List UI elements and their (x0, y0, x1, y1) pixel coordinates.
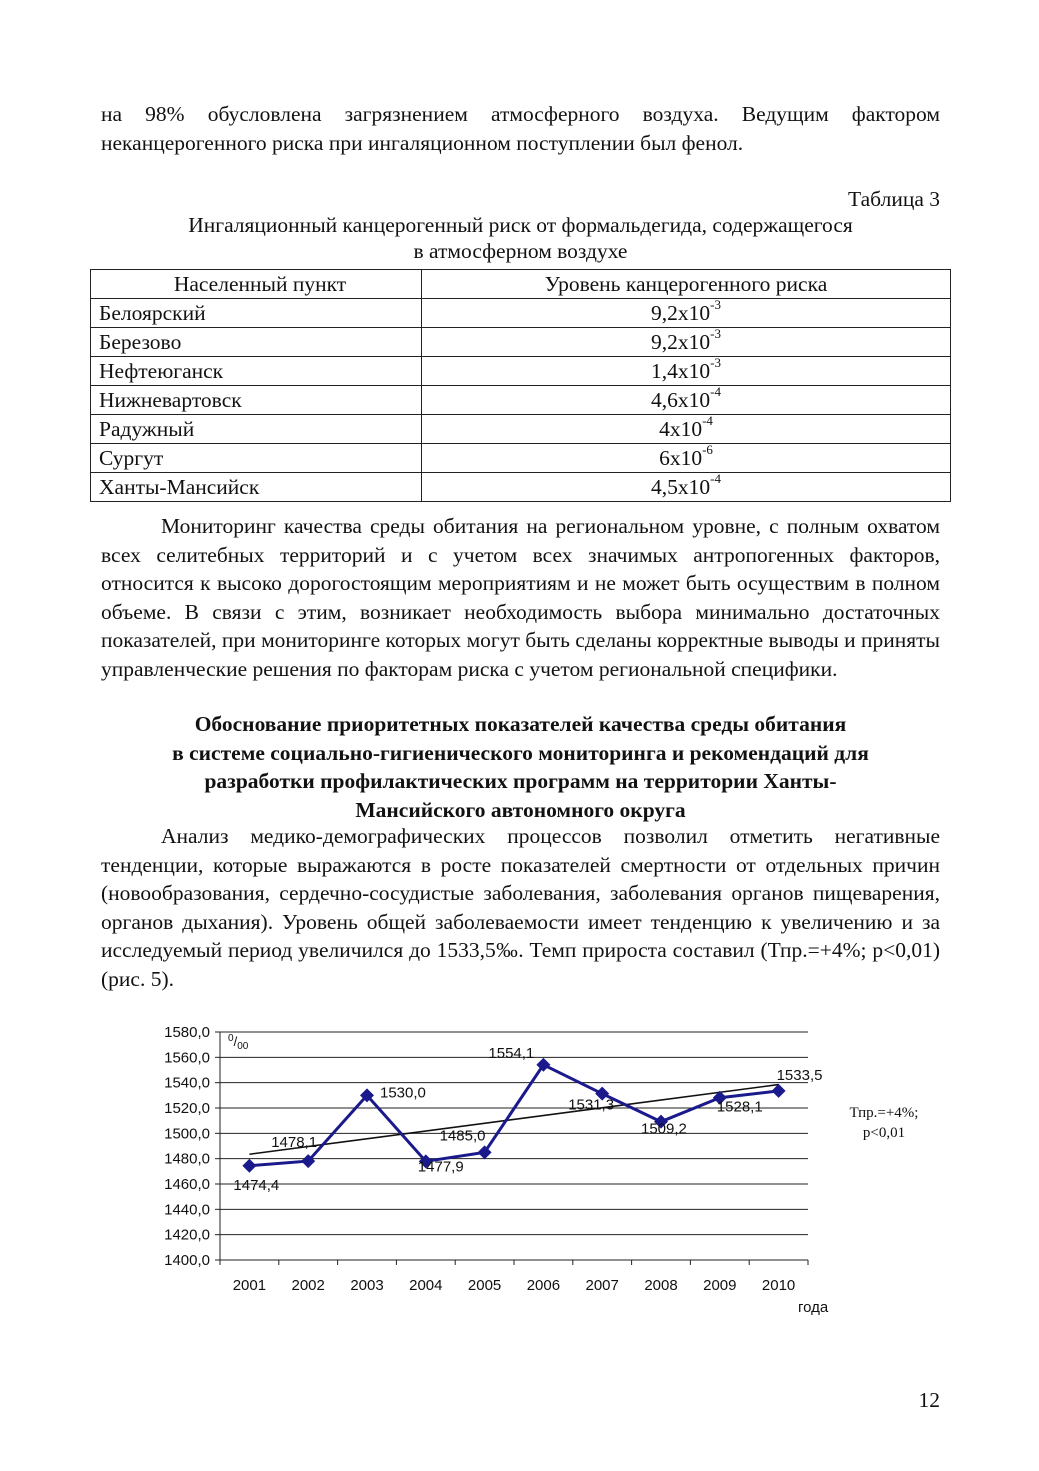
x-tick-label: 2004 (409, 1277, 443, 1294)
y-tick-label: 1460,0 (164, 1176, 210, 1193)
data-point-marker (242, 1159, 256, 1173)
table-row (91, 357, 951, 386)
table-row (91, 444, 951, 473)
annotation-p-value: р<0,01 (862, 1125, 906, 1141)
risk-table (90, 269, 951, 502)
x-tick-label: 2002 (291, 1277, 325, 1294)
x-tick-label: 2008 (644, 1277, 678, 1294)
section-heading (101, 710, 940, 824)
x-tick-label: 2009 (703, 1277, 737, 1294)
y-tick-label: 1520,0 (164, 1100, 210, 1117)
risk-exponent: -6 (702, 441, 713, 457)
table-row (91, 473, 951, 502)
risk-exponent: -3 (710, 296, 721, 312)
x-tick-label: 2010 (761, 1277, 796, 1294)
risk-exponent: -3 (710, 325, 721, 341)
trend-line (249, 1085, 778, 1155)
monitoring-paragraph: Мониторинг качества среды обитания на региональном уровне, с полным охватом всех селитебных территорий и с учетом всех значимых антропогенных факторов, относится к высоко дорогостоящим мероприятиям и не может быть осуществим в полном объеме. В связи с этим, возникает необходимость выбора минимально достаточных показателей, при мониторинге которых могут быть сделаны корректные выводы и приняты управленческие решения по факторам риска с учетом региональной специфики. (101, 514, 940, 681)
cell-risk (422, 296, 951, 328)
analysis-paragraph: Анализ медико-демографических процессов позволил отметить негативные тенденции, которые выражаются в росте показателей смертности от отдельных причин (новообразования, сердечно-сосудистые заболевания, заболевания органов пищеварения, органов дыхания). Уровень общей заболеваемости имеет тенденцию к увеличению и за исследуемый период увеличился до 1533,5‰. Темп прироста составил (Тпр.=+4%; р<0,01) (рис. 5). (101, 824, 940, 991)
cell-place: Сургут (91, 444, 422, 473)
table-row (91, 415, 951, 444)
y-unit-label: $^0/_{00}$ (228, 1033, 249, 1052)
cell-place: Ханты-Мансийск (91, 473, 422, 502)
table-row (91, 299, 951, 328)
table-title-line2: в атмосферном воздухе (413, 239, 628, 263)
y-tick-label: 1580,0 (164, 1024, 210, 1041)
table-row (91, 328, 951, 357)
x-axis-label: года (798, 1299, 829, 1316)
data-label: 1530,0 (380, 1084, 426, 1102)
annotation-growth-rate: Тпр.=+4%; (849, 1105, 919, 1121)
risk-mantissa: 1,4х10 (651, 359, 711, 383)
header-risk: Уровень канцерогенного риска (422, 270, 951, 299)
data-label: 1509,2 (641, 1120, 687, 1138)
cell-place: Нефтеюганск (91, 357, 422, 386)
table-row (91, 386, 951, 415)
data-label: 1554,1 (488, 1044, 535, 1062)
x-tick-label: 2007 (585, 1277, 619, 1294)
data-label: 1528,1 (716, 1098, 763, 1116)
morbidity-line-chart (140, 1015, 940, 1320)
y-tick-label: 1440,0 (164, 1201, 210, 1219)
x-tick-label: 2001 (232, 1277, 267, 1294)
risk-mantissa: 9,2х10 (651, 330, 711, 354)
y-tick-label: 1540,0 (164, 1074, 210, 1092)
risk-exponent: -4 (710, 383, 721, 399)
risk-mantissa: 4,5х10 (651, 475, 711, 499)
heading-line: разработки профилактических программ на территории Ханты- (204, 769, 837, 793)
heading-line: в системе социально-гигиенического мониторинга и рекомендаций для (172, 740, 869, 765)
cell-place: Белоярский (91, 299, 422, 328)
risk-mantissa: 4х10 (659, 417, 703, 441)
table-number: Таблица 3 (848, 187, 940, 211)
page-number: 12 (918, 1388, 940, 1412)
y-tick-label: 1560,0 (164, 1049, 210, 1067)
data-label: 1531,3 (568, 1096, 615, 1114)
risk-exponent: -4 (710, 470, 721, 486)
risk-exponent: -4 (702, 412, 713, 428)
cell-risk (422, 412, 951, 444)
y-tick-label: 1500,0 (164, 1125, 210, 1143)
x-tick-label: 2006 (526, 1277, 561, 1294)
y-tick-label: 1400,0 (164, 1252, 210, 1269)
data-label: 1533,5 (776, 1066, 823, 1084)
header-place: Населенный пункт (91, 270, 422, 299)
y-tick-label: 1420,0 (164, 1226, 210, 1244)
cell-risk (422, 325, 951, 357)
heading-line: Мансийского автономного округа (355, 797, 686, 822)
series-line (249, 1065, 778, 1166)
data-label: 1478,1 (271, 1134, 318, 1152)
heading-line: Обоснование приоритетных показателей качества среды обитания (194, 712, 847, 736)
intro-paragraph: на 98% обусловлена загрязнением атмосферного воздуха. Ведущим фактором неканцерогенного риска при ингаляционном поступлении был фенол. (101, 102, 940, 155)
x-tick-label: 2005 (467, 1277, 502, 1294)
data-label: 1485,0 (439, 1127, 486, 1145)
cell-risk (422, 354, 951, 386)
table-title-line1: Ингаляционный канцерогенный риск от формальдегида, содержащегося (188, 213, 853, 237)
cell-risk (422, 383, 951, 415)
cell-place: Радужный (91, 415, 422, 444)
cell-risk (422, 441, 951, 473)
risk-mantissa: 4,6х10 (651, 388, 711, 412)
cell-place: Березово (91, 328, 422, 357)
risk-mantissa: 9,2х10 (651, 301, 711, 325)
cell-risk (422, 470, 951, 502)
y-tick-label: 1480,0 (164, 1150, 210, 1168)
data-label: 1477,9 (417, 1158, 464, 1176)
cell-place: Нижневартовск (91, 386, 422, 415)
x-tick-label: 2003 (350, 1277, 384, 1294)
data-label: 1474,4 (233, 1176, 280, 1194)
table-title (101, 212, 940, 264)
table-header-row (91, 270, 951, 299)
risk-mantissa: 6х10 (659, 446, 703, 470)
risk-exponent: -3 (710, 354, 721, 370)
